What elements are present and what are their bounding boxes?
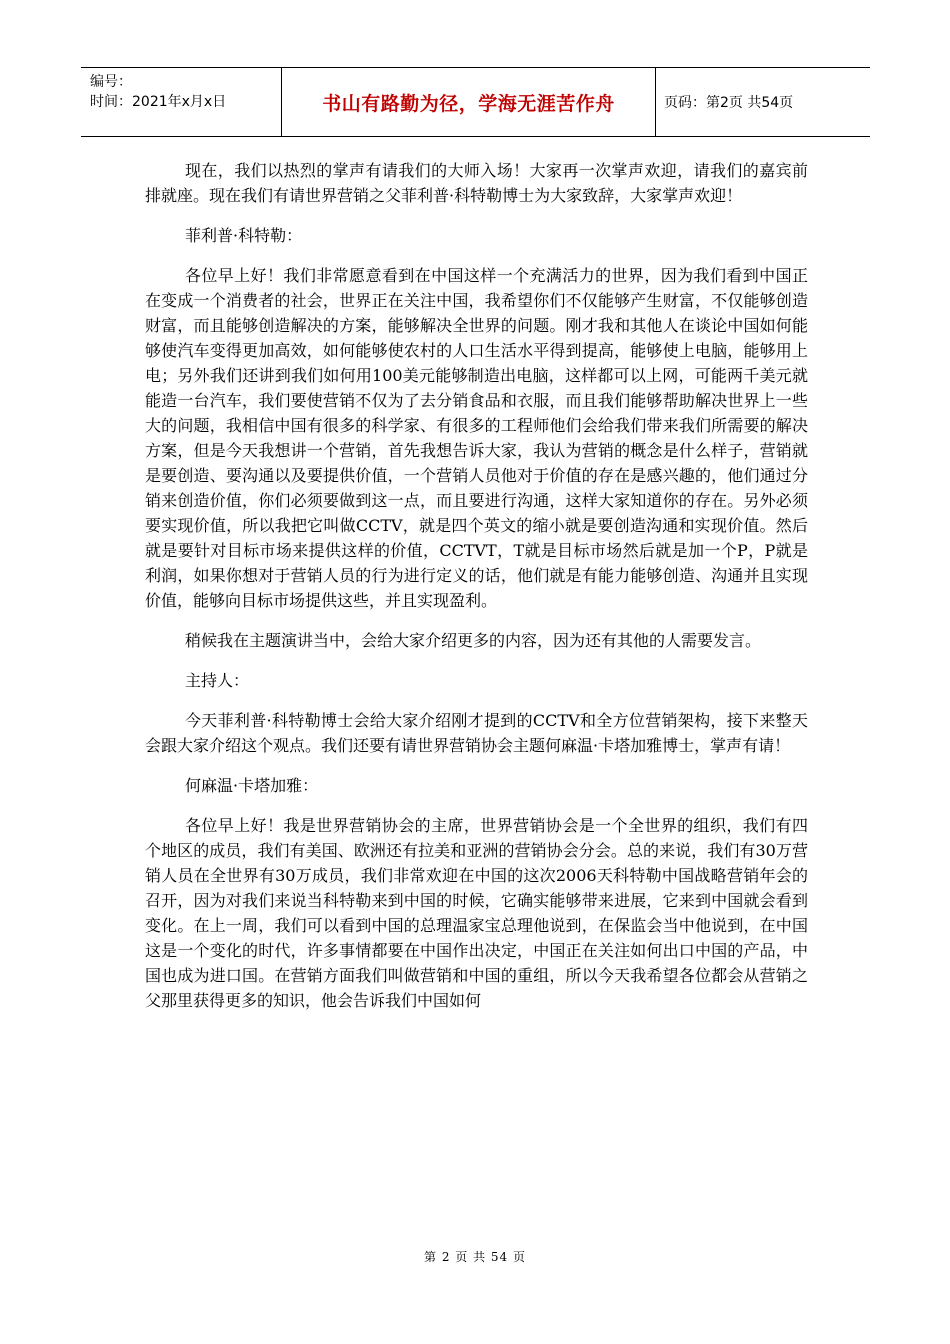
paragraph-kotler-closing: 稍候我在主题演讲当中，会给大家介绍更多的内容，因为还有其他的人需要发言。 [185, 631, 762, 650]
header-motto: 书山有路勤为径，学海无涯苦作舟 [282, 68, 656, 136]
number-label: 编号： [90, 74, 132, 90]
time-label: 时间：2021年x月x日 [90, 94, 227, 110]
speaker-label-kartajaya: 何麻温·卡塔加雅： [185, 776, 319, 795]
page-footer: 第 2 页 共 54 页 [424, 1250, 526, 1264]
speaker-label-host: 主持人： [185, 671, 250, 690]
document-body [145, 158, 808, 1028]
document-header [81, 67, 870, 137]
paragraph-host-speech: 今天菲利普·科特勒博士会给大家介绍刚才提到的CCTV和全方位营销架构，接下来整天会跟大家介绍这个观点。我们还要有请世界营销协会主题何麻温·卡塔加雅博士，掌声有请！ [145, 711, 808, 755]
header-meta [81, 68, 282, 136]
header-page-info: 页码：第2页 共54页 [664, 95, 794, 111]
paragraph-intro: 现在，我们以热烈的掌声有请我们的大师入场！大家再一次掌声欢迎，请我们的嘉宾前排就座。现在我们有请世界营销之父菲利普·科特勒博士为大家致辞，大家掌声欢迎！ [145, 161, 808, 205]
speaker-label-kotler: 菲利普·科特勒： [185, 226, 303, 245]
paragraph-kotler-speech: 各位早上好！我们非常愿意看到在中国这样一个充满活力的世界，因为我们看到中国正在变成一个消费者的社会，世界正在关注中国，我希望你们不仅能够产生财富，不仅能够创造财富，而且能够创造解决的方案，能够解决全世界的问题。刚才我和其他人在谈论中国如何能够使汽车变得更加高效，如何能够使农村的人口生活水平得到提高，能够使上电脑，能够用上电；另外我们还讲到我们如何用100美元能够制造出电脑，这样都可以上网，可能两千美元就能造一台汽车，我们要使营销不仅为了去分销食品和衣服，而且我们能够帮助解决世界上一些大的问题，我相信中国有很多的科学家、有很多的工程师他们会给我们带来我们所需要的解决方案，但是今天我想讲一个营销，首先我想告诉大家，我认为营销的概念是什么样子，营销就是要创造、要沟通以及要提供价值，一个营销人员他对于价值的存在是感兴趣的，他们通过分销来创造价值，你们必须要做到这一点，而且要进行沟通，这样大家知道你的存在。另外必须要实现价值，所以我把它叫做CCTV，就是四个英文的缩小就是要创造沟通和实现价值。然后就是要针对目标市场来提供这样的价值，CCTVT，T就是目标市场然后就是加一个P，P就是利润，如果你想对于营销人员的行为进行定义的话，他们就是有能力能够创造、沟通并且实现价值，能够向目标市场提供这些，并且实现盈利。 [145, 266, 808, 610]
paragraph-kartajaya-speech: 各位早上好！我是世界营销协会的主席，世界营销协会是一个全世界的组织，我们有四个地区的成员，我们有美国、欧洲还有拉美和亚洲的营销协会分会。总的来说，我们有30万营销人员在全世界有30万成员，我们非常欢迎在中国的这次2006天科特勒中国战略营销年会的召开，因为对我们来说当科特勒来到中国的时候，它确实能够带来进展，它来到中国就会看到变化。在上一周，我们可以看到中国的总理温家宝总理他说到，在保监会当中他说到，在中国这是一个变化的时代，许多事情都要在中国作出决定，中国正在关注如何出口中国的产品，中国也成为进口国。在营销方面我们叫做营销和中国的重组，所以今天我希望各位都会从营销之父那里获得更多的知识，他会告诉我们中国如何 [145, 816, 808, 1010]
